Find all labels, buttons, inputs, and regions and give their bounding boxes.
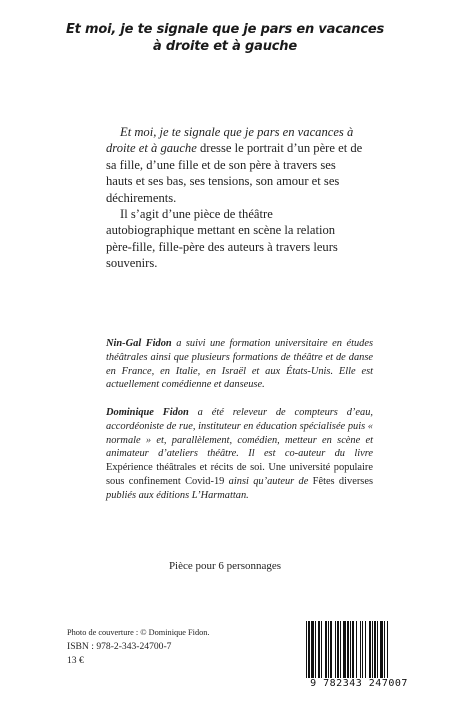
book-title-2: Fêtes diverses: [312, 475, 373, 487]
barcode-digits: 9 782343 247007: [300, 678, 418, 689]
book-title: [40, 21, 410, 55]
footer-info: [67, 626, 210, 668]
author-bio-text: a suivi une formation universitaire en études théâtrales ainsi que plusieurs formations de théâtre et de danse en France, en Italie, en Israël et aux États-Unis. Elle est actuellement comédienne et danseuse.: [106, 338, 373, 391]
synopsis-paragraph-2: Il s’agit d’une pièce de théâtre autobiographique mettant en scène la relation père-fille, fille-père des auteurs à travers leurs souvenirs.: [106, 207, 338, 271]
author-bio-text: a été releveur de compteurs d’eau, accordéoniste de rue, instituteur en éducation spécialisée puis « normale » et, parallèlement, comédien, metteur en scène et animateur d’ateliers théâtre. Il est co-auteur du livre: [106, 407, 373, 460]
isbn: ISBN : 978-2-343-24700-7: [67, 641, 172, 652]
photo-credit: Photo de couverture : © Dominique Fidon.: [67, 628, 210, 637]
author-name: Nin-Gal Fidon: [106, 338, 172, 349]
price: 13 €: [67, 655, 84, 666]
synopsis-title-italic: Et moi, je te signale que je pars en vacances à droite et à gauche: [106, 125, 354, 156]
author-bio-nin-gal: [106, 337, 373, 392]
author-bio-dominique: [106, 406, 373, 503]
author-name: Dominique Fidon: [106, 407, 189, 418]
author-bio-text: publiés aux éditions L’Harmattan.: [106, 489, 249, 501]
cast-note: Pièce pour 6 personnages: [168, 560, 282, 572]
title-line-1: Et moi, je te signale que je pars en vacances: [66, 22, 384, 37]
synopsis-paragraph-1: [106, 124, 364, 206]
title-line-2: à droite et à gauche: [153, 39, 297, 54]
book-title-1: Expérience théâtrales et récits de soi. Une université populaire sous confinement Covid-19: [106, 462, 373, 487]
author-bio-text: ainsi qu’auteur de: [224, 475, 313, 487]
synopsis-text: dresse le portrait d’un père et de sa fille, d’une fille et de son père à travers ses hauts et ses bas, ses tensions, son amour et ses déchirements.: [106, 141, 363, 205]
synopsis: [106, 124, 364, 272]
